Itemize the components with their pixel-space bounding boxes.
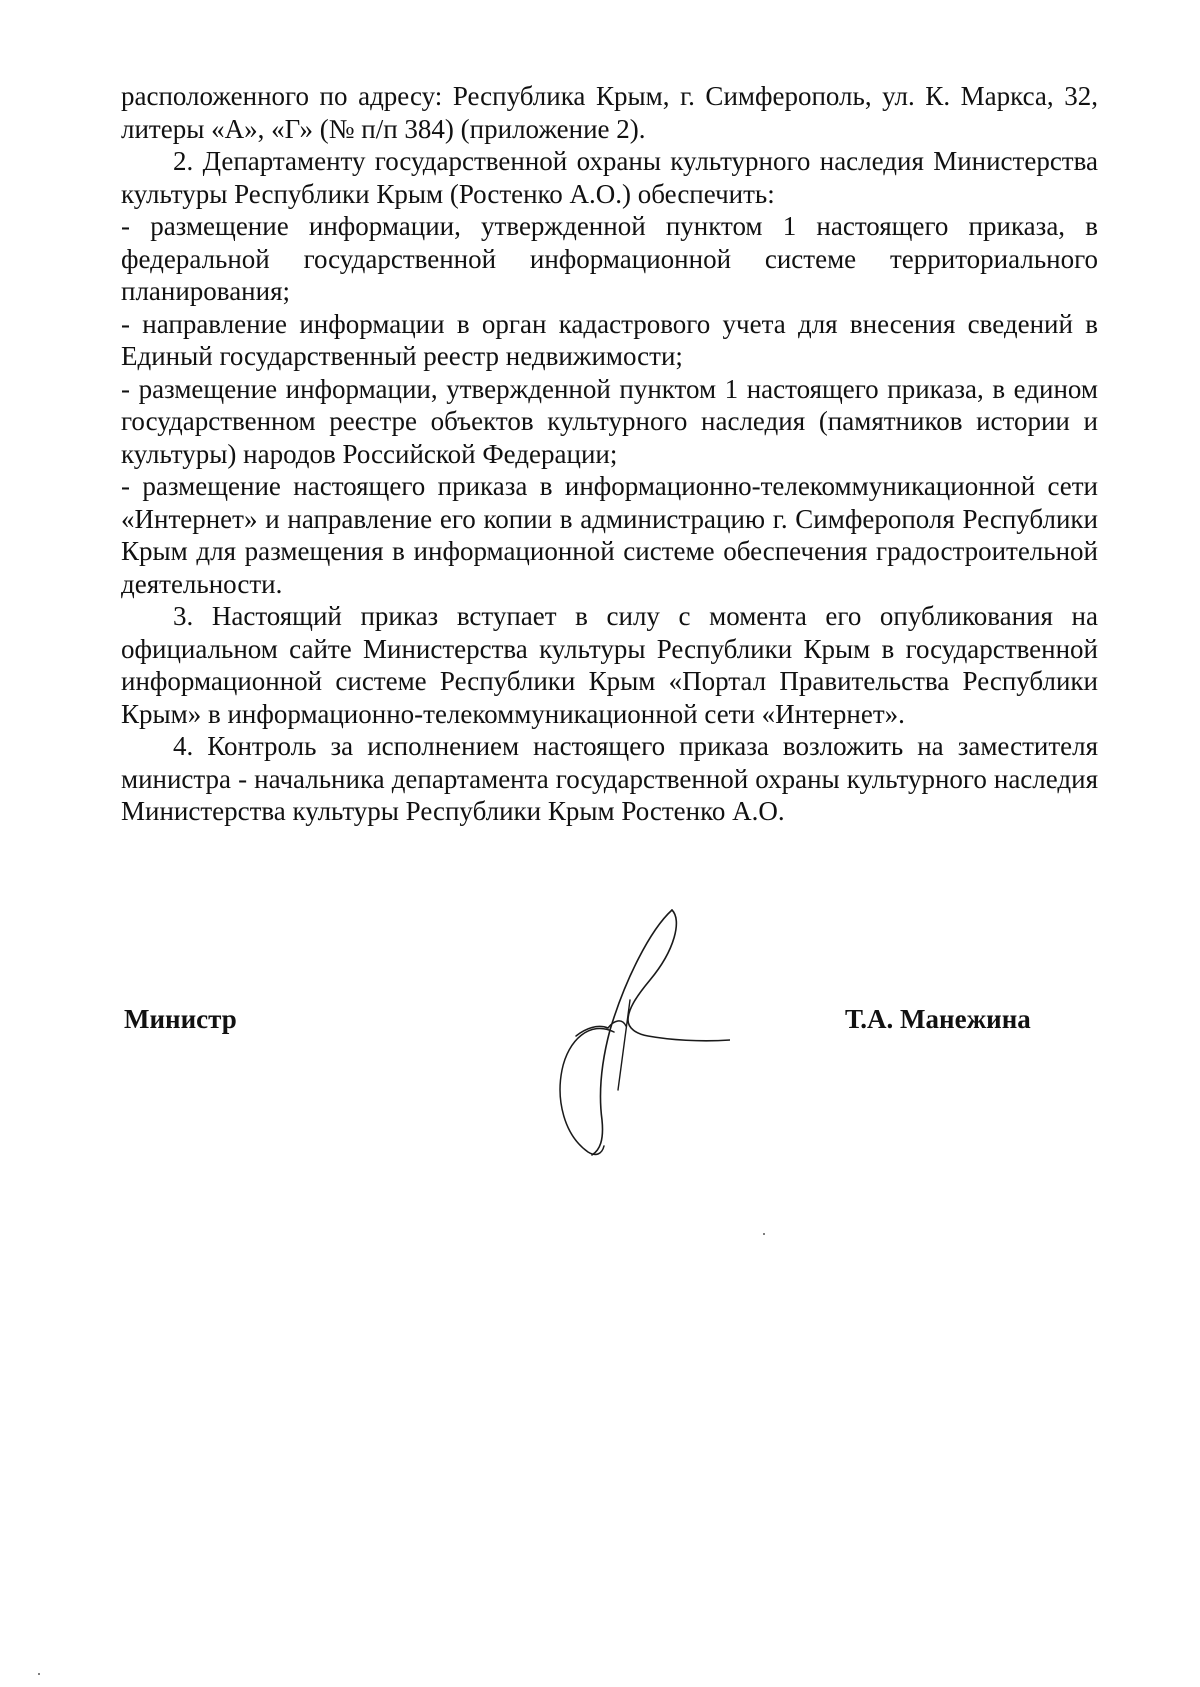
signature-block bbox=[0, 900, 1200, 1160]
scan-speck bbox=[763, 1233, 765, 1235]
paragraph-bullet-4: - размещение настоящего приказа в информационно-телекоммуникационной сети «Интернет» и направление его копии в администрацию г. Симферополя Республики Крым для размещения в информационной системе обеспечения градостроительной деятельности. bbox=[121, 471, 1098, 599]
document-body bbox=[121, 80, 1098, 828]
handwritten-signature bbox=[540, 900, 730, 1160]
paragraph-item-3: 3. Настоящий приказ вступает в силу с момента его опубликования на официальном сайте Министерства культуры Республики Крым в государственной информационной системе Республики Крым «Портал Правительства Республики Крым» в информационно-телекоммуникационной сети «Интернет». bbox=[121, 601, 1098, 729]
paragraph-bullet-1: - размещение информации, утвержденной пунктом 1 настоящего приказа, в федеральной государственной информационной системе территориального планирования; bbox=[121, 211, 1098, 306]
signatory-title: Министр bbox=[124, 1004, 237, 1034]
scan-speck bbox=[38, 1673, 40, 1675]
paragraph-item-4: 4. Контроль за исполнением настоящего приказа возложить на заместителя министра - начальника департамента государственной охраны культурного наследия Министерства культуры Республики Крым Ростенко А.О. bbox=[121, 731, 1098, 826]
signatory-name: Т.А. Манежина bbox=[845, 1004, 1031, 1034]
paragraph-item-2: 2. Департаменту государственной охраны культурного наследия Министерства культуры Республики Крым (Ростенко А.О.) обеспечить: bbox=[121, 146, 1098, 209]
paragraph-bullet-2: - направление информации в орган кадастрового учета для внесения сведений в Единый государственный реестр недвижимости; bbox=[121, 308, 1098, 371]
paragraph-address: расположенного по адресу: Республика Крым, г. Симферополь, ул. К. Маркса, 32, литеры «А», «Г» (№ п/п 384) (приложение 2). bbox=[121, 81, 1098, 144]
paragraph-bullet-3: - размещение информации, утвержденной пунктом 1 настоящего приказа, в едином государственном реестре объектов культурного наследия (памятников истории и культуры) народов Российской Федерации; bbox=[121, 373, 1098, 469]
